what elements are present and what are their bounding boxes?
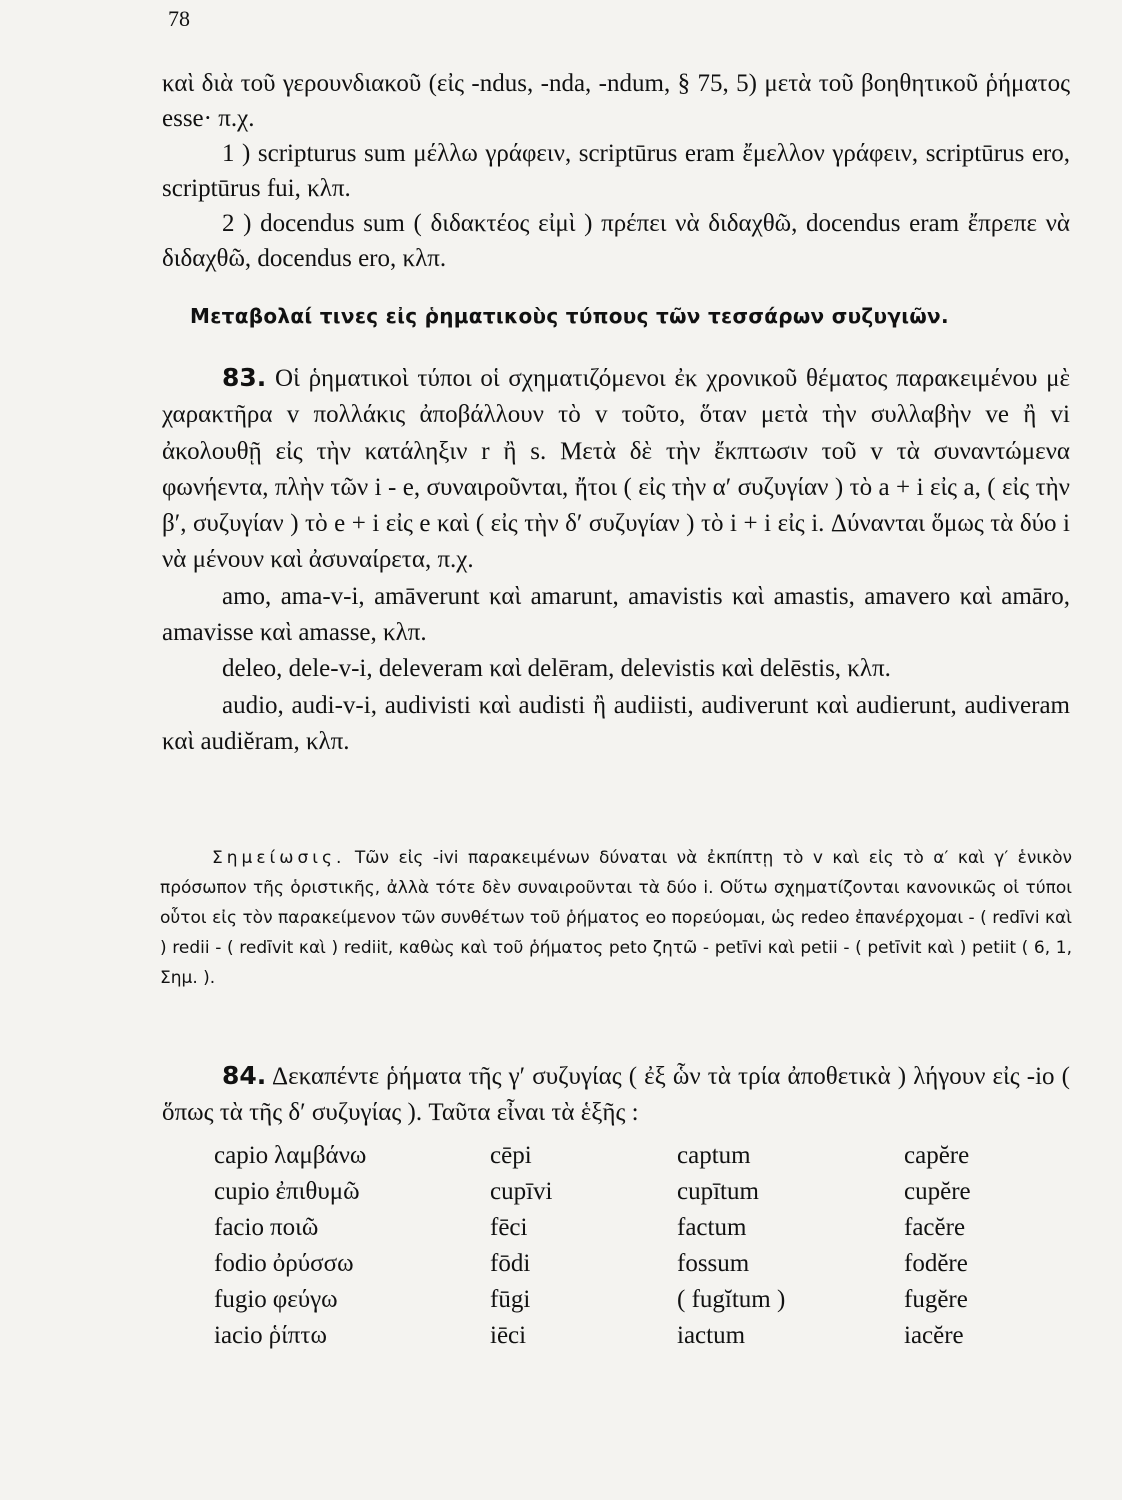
verb-row bbox=[214, 1318, 1064, 1354]
verb-supine: ( fugĭtum ) bbox=[677, 1286, 786, 1313]
verb-infinitive: capĕre bbox=[904, 1142, 970, 1169]
paragraph-83-text: Οἱ ῥηματικοὶ τύποι οἱ σχηματιζόμενοι ἐκ χρονικοῦ θέματος παρακειμένου μὲ χαρακτῆρα v πολλάκις ἀποβάλλουν τὸ v τοῦτο, ὅταν μετὰ τὴν συλλαβὴν ve ἢ vi ἀκολουθῇ εἰς τὴν κατάληξιν r ἢ s. Μετὰ δὲ τὴν ἔκπτωσιν τοῦ v τὰ συναντώμενα φωνήεντα, πλὴν τῶν i - e, συναιροῦνται, ἤτοι ( εἰς τὴν α′ συζυγίαν ) τὸ a + i εἰς a, ( εἰς τὴν β′, συζυγίαν ) τὸ e + i εἰς e καὶ ( εἰς τὴν δ′ συζυγίαν ) τὸ i + i εἰς i. Δύνανται ὅμως τὰ δύο i νὰ μένουν καὶ ἀσυναίρετα, π.χ. bbox=[162, 365, 1071, 574]
verb-perfect: cēpi bbox=[490, 1142, 532, 1169]
verb-supine: captum bbox=[677, 1142, 751, 1169]
verb-infinitive: cupĕre bbox=[904, 1178, 971, 1205]
verb-latin: fugio bbox=[214, 1286, 267, 1313]
intro-line-2: 1 ) scripturus sum μέλλω γράφειν, scriptūrus eram ἔμελλον γράφειν, scriptūrus ero, scriptūrus fui, κλπ. bbox=[162, 140, 1070, 202]
verb-table bbox=[214, 1138, 1064, 1354]
section-heading: Μεταβολαί τινες εἰς ῥηματικοὺς τύπους τῶν τεσσάρων συζυγιῶν. bbox=[190, 304, 949, 328]
verb-greek: λαμβάνω bbox=[274, 1142, 367, 1169]
intro-line-1: καὶ διὰ τοῦ γερουνδιακοῦ (εἰς -ndus, -nda, -ndum, § 75, 5) μετὰ τοῦ βοηθητικοῦ ῥήματος esse· π.χ. bbox=[162, 70, 1070, 132]
verb-row bbox=[214, 1246, 1064, 1282]
verb-latin: fodio bbox=[214, 1250, 267, 1277]
paragraph-84 bbox=[162, 1058, 1070, 1131]
note-block bbox=[160, 843, 1072, 993]
verb-greek: ὀρύσσω bbox=[272, 1250, 354, 1277]
verb-supine: iactum bbox=[677, 1322, 746, 1349]
paragraph-84-text: Δεκαπέντε ῥήματα τῆς γ′ συζυγίας ( ἐξ ὧν τὰ τρία ἀποθετικὰ ) λήγουν εἰς -io ( ὅπως τὰ τῆς δ′ συζυγίας ). Ταῦτα εἶναι τὰ ἑξῆς : bbox=[162, 1063, 1070, 1126]
intro-line-3: 2 ) docendus sum ( διδακτέος εἰμὶ ) πρέπει νὰ διδαχθῶ, docendus eram ἔπρεπε νὰ διδαχθῶ, docendus ero, κλπ. bbox=[162, 210, 1070, 272]
verb-supine: factum bbox=[677, 1214, 747, 1241]
note-text: Τῶν εἰς -ivi παρακειμένων δύναται νὰ ἐκπίπτῃ τὸ v καὶ εἰς τὸ α′ καὶ γ′ ἑνικὸν πρόσωπον τῆς ὁριστικῆς, ἀλλὰ τότε δὲν συναιροῦνται τὰ δύο i. Οὕτω σχηματίζονται κανονικῶς οἱ τύποι οὗτοι εἰς τὸν παρακείμενον τῶν συνθέτων τοῦ ῥήματος eo πορεύομαι, ὡς redeo ἐπανέρχομαι - ( redīvi καὶ ) redii - ( redīvit καὶ ) rediit, καθὼς καὶ τοῦ ῥήματος peto ζητῶ - petīvi καὶ petii - ( petīvit καὶ ) petiit ( 6, 1, Σημ. ). bbox=[160, 848, 1072, 988]
verb-latin: capio bbox=[214, 1142, 269, 1169]
example-audio: audio, audi-v-i, audivisti καὶ audisti ἢ audiisti, audiverunt καὶ audierunt, audiveram καὶ audiĕram, κλπ. bbox=[162, 691, 1070, 755]
paragraph-number: 83. bbox=[222, 363, 267, 392]
verb-greek: φεύγω bbox=[272, 1286, 338, 1313]
paragraph-83 bbox=[162, 360, 1070, 760]
verb-row bbox=[214, 1174, 1064, 1210]
verb-latin: cupio bbox=[214, 1178, 270, 1205]
verb-supine: fossum bbox=[677, 1250, 750, 1277]
example-deleo: deleo, dele-v-i, deleveram καὶ delēram, delevistis καὶ delēstis, κλπ. bbox=[222, 655, 891, 683]
verb-row bbox=[214, 1282, 1064, 1318]
verb-supine: cupītum bbox=[677, 1178, 759, 1205]
verb-perfect: iēci bbox=[490, 1322, 527, 1349]
verb-latin: facio bbox=[214, 1214, 264, 1241]
verb-infinitive: facĕre bbox=[904, 1214, 966, 1241]
verb-present-cell bbox=[214, 1210, 490, 1246]
verb-row bbox=[214, 1210, 1064, 1246]
verb-infinitive: iacĕre bbox=[904, 1322, 964, 1349]
verb-present-cell bbox=[214, 1318, 490, 1354]
verb-perfect: cupīvi bbox=[490, 1178, 553, 1205]
verb-perfect: fōdi bbox=[490, 1250, 531, 1277]
verb-greek: ἐπιθυμῶ bbox=[275, 1178, 360, 1205]
verb-present-cell bbox=[214, 1282, 490, 1318]
verb-present-cell bbox=[214, 1174, 490, 1210]
note-label: Σημείωσις. bbox=[212, 848, 346, 868]
verb-perfect: fūgi bbox=[490, 1286, 531, 1313]
verb-row bbox=[214, 1138, 1064, 1174]
paragraph-number: 84. bbox=[222, 1061, 267, 1090]
verb-perfect: fēci bbox=[490, 1214, 528, 1241]
verb-greek: ῥίπτω bbox=[268, 1322, 327, 1349]
verb-infinitive: fodĕre bbox=[904, 1250, 968, 1277]
verb-present-cell bbox=[214, 1138, 490, 1174]
verb-infinitive: fugĕre bbox=[904, 1286, 968, 1313]
page-number: 78 bbox=[168, 6, 190, 31]
example-amo: amo, ama-v-i, amāverunt καὶ amarunt, amavistis καὶ amastis, amavero καὶ amāro, amavisse καὶ amasse, κλπ. bbox=[162, 582, 1070, 647]
verb-latin: iacio bbox=[214, 1322, 263, 1349]
verb-greek: ποιῶ bbox=[269, 1214, 319, 1241]
intro-block bbox=[162, 66, 1070, 276]
verb-present-cell bbox=[214, 1246, 490, 1282]
